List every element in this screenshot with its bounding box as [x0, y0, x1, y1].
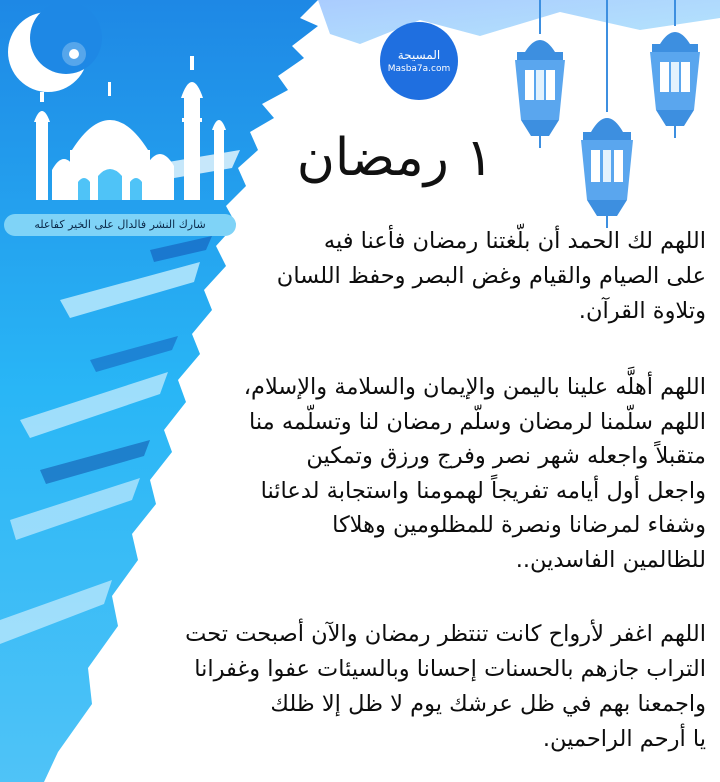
- page-title: ١ رمضان: [296, 128, 494, 188]
- mosque-scene: [0, 0, 250, 215]
- star-icon: [62, 42, 86, 66]
- logo-domain: Masba7a.com: [387, 63, 451, 74]
- dua-paragraph-1: [277, 224, 706, 329]
- dua-paragraph-3: [185, 617, 706, 757]
- text-line: واجمعنا بهم في ظل عرشك يوم لا ظل إلا ظلك: [270, 691, 706, 717]
- text-line: اللهم اغفر لأرواح كانت تنتظر رمضان والآن أصبحت تحت: [185, 621, 706, 647]
- text-line: وشفاء لمرضانا ونصرة للمظلومين وهلاكا: [332, 512, 706, 538]
- logo-name: المسيحة: [397, 47, 441, 62]
- lantern-icon: [515, 0, 565, 148]
- lanterns-group: [495, 0, 720, 230]
- crescent-moon-icon: [8, 2, 102, 92]
- text-line: يا أرحم الراحمين.: [542, 726, 706, 752]
- text-line: واجعل أول أيامه تفريجاً لهمومنا واستجابة لدعائنا: [260, 477, 706, 504]
- text-line: اللهم أهلَّه علينا باليمن والإيمان والسلامة والإسلام،: [243, 374, 706, 400]
- text-line: متقبلاً واجعله شهر نصر وفرج ورزق وتمكين: [306, 443, 706, 469]
- text-line: اللهم لك الحمد أن بلّغتنا رمضان فأعنا فيه: [323, 228, 706, 254]
- site-logo-badge: [380, 22, 458, 100]
- lantern-icon: [650, 0, 700, 138]
- text-line: اللهم سلّمنا لرمضان وسلّم رمضان لنا وتسلّمه منا: [249, 408, 706, 435]
- text-line: للظالمين الفاسدين..: [515, 546, 706, 573]
- text-line: وتلاوة القرآن.: [578, 298, 706, 324]
- text-line: التراب جازهم بالحسنات إحسانا وبالسيئات عفوا وغفرانا: [194, 656, 706, 682]
- lantern-icon: [581, 0, 633, 228]
- text-line: على الصيام والقيام وغض البصر وحفظ اللسان: [276, 263, 706, 289]
- dua-paragraph-2: [244, 370, 706, 577]
- share-banner: شارك النشر فالدال على الخير كفاعله: [4, 214, 236, 236]
